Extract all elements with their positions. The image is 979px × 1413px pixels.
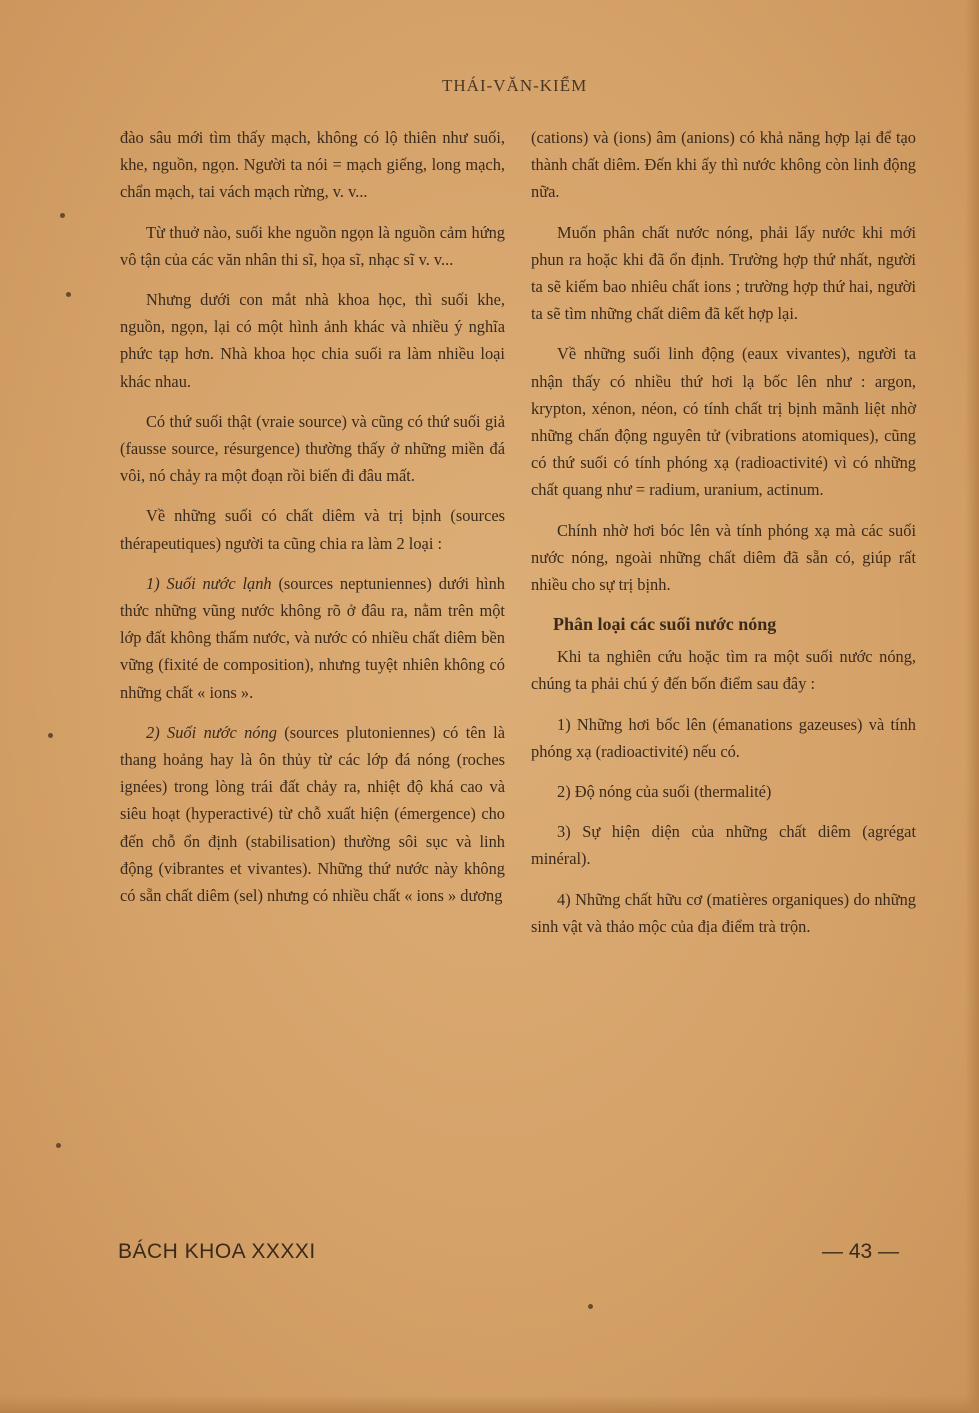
paragraph: Khi ta nghiên cứu hoặc tìm ra một suối nước nóng, chúng ta phải chú ý đến bốn điểm sau đây : (531, 647, 916, 694)
paragraph: Từ thuở nào, suối khe nguồn ngọn là nguồn cảm hứng vô tận của các văn nhân thi sĩ, họa sĩ, nhạc sĩ v. v... (120, 222, 505, 269)
section-heading: Phân loại các suối nước nóng (553, 614, 777, 635)
running-header: THÁI-VĂN-KIỂM (442, 76, 588, 95)
list-item: 1) Những hơi bốc lên (émanations gazeuses) và tính phóng xạ (radioactivité) nếu có. (531, 714, 916, 761)
paragraph-hot-springs (120, 719, 505, 909)
paper-speck (66, 292, 71, 297)
page-edge-shadow (965, 0, 979, 1413)
page-edge-shadow-bottom (0, 1395, 979, 1413)
paragraph: đào sâu mới tìm thấy mạch, không có lộ thiên như suối, khe, nguồn, ngọn. Người ta nói = mạch giếng, long mạch, chẩn mạch, tai vách mạch rừng, v. v... (120, 128, 505, 202)
publication-name: BÁCH KHOA XXXXI (118, 1240, 316, 1263)
cold-springs-label: 1) Suối nước lạnh (146, 573, 272, 593)
paper-speck (56, 1143, 61, 1148)
paragraph: Có thứ suối thật (vraie source) và cũng có thứ suối giả (fausse source, résurgence) thường thấy ở những miền đá vôi, nó chảy ra một đoạn rồi biến đi đâu mất. (120, 411, 505, 486)
paragraph: (cations) và (ions) âm (anions) có khả năng hợp lại để tạo thành chất diêm. Đến khi ấy thì nước không còn linh động nữa. (531, 128, 916, 202)
hot-springs-label: 2) Suối nước nóng (146, 722, 277, 742)
cold-springs-text: (sources neptuniennes) dưới hình thức những vũng nước không rõ ở đâu ra, nằm trên một lớp đất không thấm nước, và nước có nhiều chất diêm bền vững (fixité de composition), nhưng tuyệt nhiên không có những chất « ions ». (120, 573, 505, 702)
paragraph: Muốn phân chất nước nóng, phải lấy nước khi mới phun ra hoặc khi đã ổn định. Trường hợp thứ nhất, người ta sẽ kiếm bao nhiêu chất ions ; trường hợp thứ hai, người ta sẽ tìm những chất diêm đã kết hợp lại. (531, 222, 916, 324)
left-column (120, 124, 505, 922)
list-item: 3) Sự hiện diện của những chất diêm (agrégat minéral). (531, 822, 916, 869)
right-column (531, 124, 916, 953)
list-item: 2) Độ nóng của suối (thermalité) (557, 782, 772, 802)
paragraph: Về những suối linh động (eaux vivantes), người ta nhận thấy có nhiều thứ hơi lạ bốc lên như : argon, krypton, xénon, néon, có tính chất trị bịnh mãnh liệt nhờ những chấn động nguyên tử (vibrations atomiques), cũng có thứ suối có tính phóng xạ (radioactivité) vì có những chất quang như = radium, uranium, actinum. (531, 344, 916, 500)
list-item: 4) Những chất hữu cơ (matières organiques) do những sinh vật và thảo mộc của địa điểm trà trộn. (531, 889, 916, 936)
paper-speck (588, 1304, 593, 1309)
page-number: — 43 — (822, 1240, 900, 1263)
hot-springs-text: (sources plutoniennes) có tên là thang hoảng hay là ôn thủy từ các lớp đá nóng (roches ignées) trong lòng trái đất chảy ra, nhiệt độ khá cao và siêu hoạt (hyperactivé) từ chỗ xuất hiện (émergence) cho đến chỗ ổn định (stabilisation) thường sôi sục và linh động (vibrantes et vivantes). Những thứ nước này không có sẵn chất diêm (sel) nhưng có nhiều chất « ions » dương (120, 722, 505, 906)
paper-speck (48, 733, 53, 738)
paper-speck (60, 213, 65, 218)
paragraph-cold-springs (120, 570, 505, 706)
paragraph: Nhưng dưới con mắt nhà khoa học, thì suối khe, nguồn, ngọn, lại có một hình ảnh khác và nhiều ý nghĩa phức tạp hơn. Nhà khoa học chia suối ra làm nhiều loại khác nhau. (120, 290, 505, 391)
paragraph: Chính nhờ hơi bóc lên và tính phóng xạ mà các suối nước nóng, ngoài những chất diêm đã sẵn có, giúp rất nhiều cho sự trị bịnh. (531, 520, 916, 595)
paragraph: Về những suối có chất diêm và trị bịnh (sources thérapeutiques) người ta cũng chia ra làm 2 loại : (120, 506, 505, 553)
